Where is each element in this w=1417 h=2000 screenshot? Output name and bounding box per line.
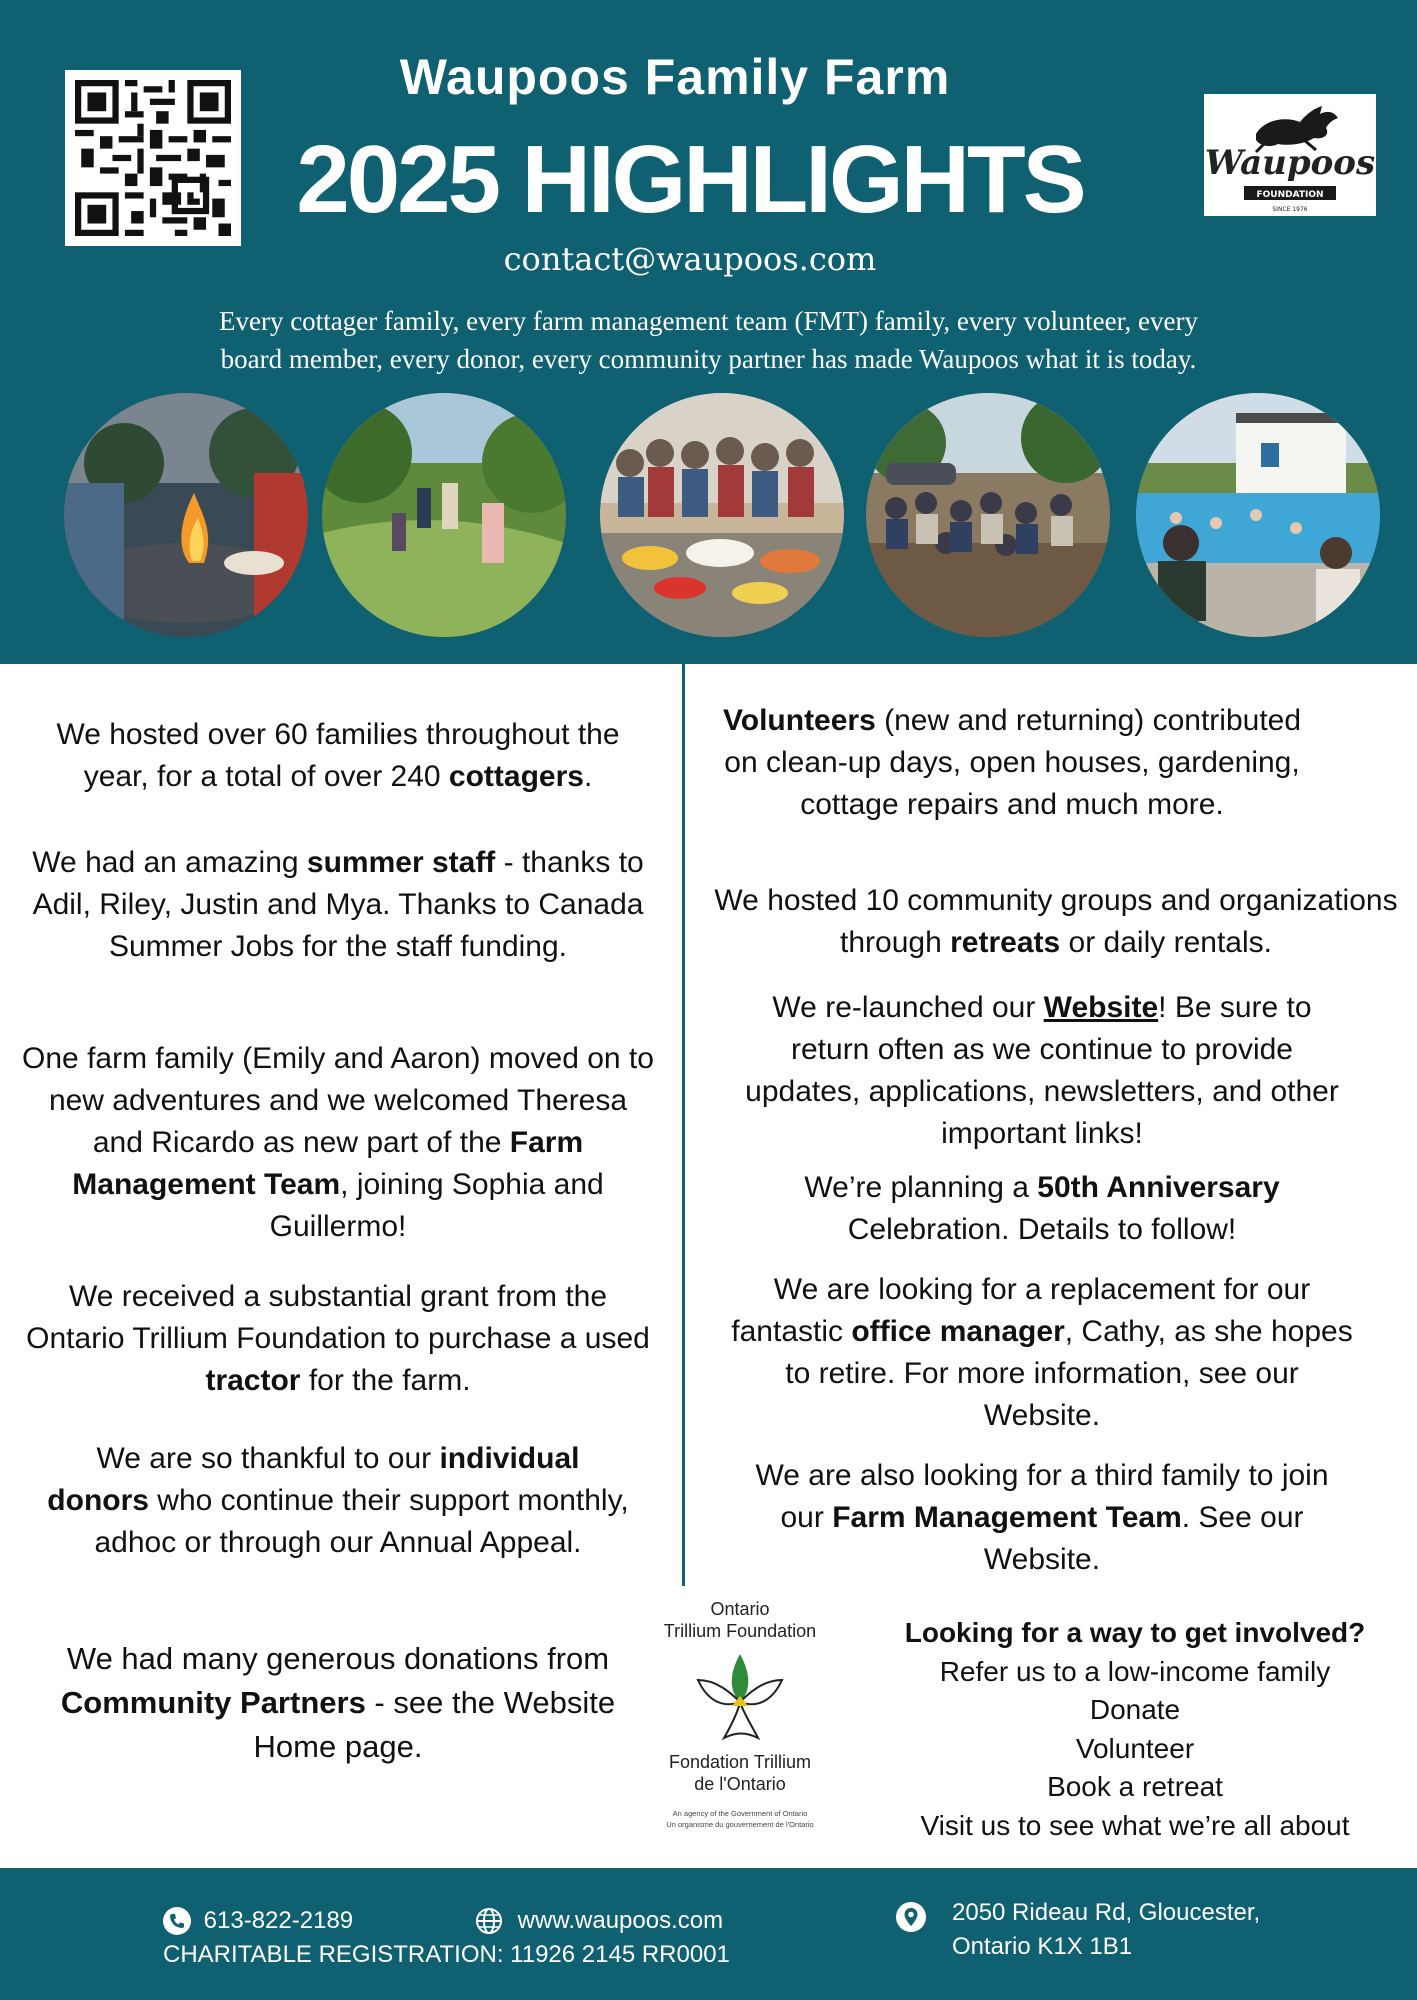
text: , Cathy, as she hopes to retire. For more information, see our Website.	[785, 1315, 1353, 1432]
highlight-community-partners	[42, 1637, 634, 1769]
photo-community-dinner	[600, 393, 844, 637]
keyword-office-manager: office manager	[851, 1315, 1065, 1348]
location-icon-wrap	[896, 1902, 926, 1932]
keyword-tractor: tractor	[205, 1364, 301, 1397]
otf-line-4: de l'Ontario	[694, 1774, 786, 1794]
left-column-2	[22, 842, 654, 968]
text: .	[583, 760, 593, 793]
photo-field-walk	[322, 393, 566, 637]
globe-icon	[475, 1907, 503, 1935]
logo-wordmark: Waupoos	[1204, 143, 1376, 183]
text: . See our Website.	[983, 1501, 1304, 1576]
involve-item: Book a retreat	[1047, 1771, 1223, 1802]
right-column-6	[737, 1455, 1347, 1581]
involve-item: Donate	[1089, 1694, 1181, 1725]
right-column-5	[727, 1269, 1357, 1437]
footer-phone[interactable]	[163, 1906, 353, 1935]
highlight-tractor-grant	[22, 1276, 654, 1402]
otf-line-2: Trillium Foundation	[663, 1621, 817, 1641]
keyword-fmt: Farm Management Team	[72, 1126, 584, 1201]
right-column-1	[712, 700, 1312, 826]
involve-item: Refer us to a low-income family	[939, 1655, 1331, 1687]
qr-code-graphic	[75, 80, 231, 236]
highlight-summer-staff	[22, 842, 654, 968]
text: ! Be sure to return often as we continue to provide updates, applications, newsletters, and other important links!	[745, 991, 1339, 1150]
highlight-50th-anniversary	[762, 1167, 1322, 1251]
highlight-cottagers	[22, 714, 654, 798]
header-banner	[0, 0, 1417, 664]
highlight-third-family	[737, 1455, 1347, 1581]
address-line-1: 2050 Rideau Rd, Gloucester,	[952, 1899, 1261, 1926]
text: We received a substantial grant from the Ontario Trillium Foundation to purchase a used	[26, 1280, 650, 1355]
dinner-photo-graphic	[600, 393, 844, 637]
campfire-photo-graphic	[64, 393, 308, 637]
footer-website[interactable]	[475, 1906, 723, 1935]
highlight-retreats	[700, 880, 1412, 964]
right-column-2	[700, 880, 1412, 964]
qr-code[interactable]	[65, 70, 241, 246]
text: We had an amazing	[32, 846, 307, 879]
ontario-trillium-foundation-logo	[645, 1592, 840, 1837]
text: We are so thankful to our	[96, 1442, 440, 1475]
intro-line-2: board member, every donor, every community partner has made Waupoos what it is today.	[220, 344, 1197, 374]
left-column-3	[22, 1038, 654, 1248]
text: We hosted 10 community groups and organizations through	[714, 884, 1398, 959]
footer	[0, 1868, 1417, 2000]
website-url: www.waupoos.com	[517, 1906, 724, 1934]
text: We’re planning a	[804, 1171, 1038, 1204]
logo-subtitle: FOUNDATION	[1256, 190, 1324, 200]
charity-registration: CHARITABLE REGISTRATION: 11926 2145 RR0001	[163, 1941, 730, 1968]
keyword-retreats: retreats	[950, 926, 1061, 959]
keyword-cottagers: cottagers	[448, 760, 584, 793]
keyword-community-partners: Community Partners	[60, 1685, 366, 1720]
trillium-icon	[645, 1592, 840, 1837]
text: , joining Sophia and Guillermo!	[269, 1168, 604, 1243]
highlight-office-manager	[727, 1269, 1357, 1437]
text: Celebration. Details to follow!	[847, 1213, 1237, 1246]
phone-icon	[163, 1907, 191, 1935]
photo-pool-party	[1136, 393, 1380, 637]
column-divider	[682, 664, 685, 1586]
contact-email[interactable]: contact@waupoos.com	[503, 240, 877, 278]
get-involved-section	[870, 1614, 1400, 1845]
left-column	[22, 714, 654, 798]
text: One farm family (Emily and Aaron) moved on to new adventures and we welcomed Theresa and Ricardo as new part of the	[22, 1042, 654, 1159]
photo-campfire	[64, 393, 308, 637]
highlight-individual-donors	[42, 1438, 634, 1564]
otf-line-3: Fondation Trillium	[668, 1752, 812, 1772]
rabbit-icon	[1204, 94, 1376, 216]
right-column-3	[732, 987, 1352, 1155]
website-link[interactable]: Website	[1043, 991, 1159, 1024]
pool-photo-graphic	[1136, 393, 1380, 637]
involve-item: Visit us to see what we’re all about	[920, 1809, 1350, 1841]
left-column-5	[42, 1438, 634, 1564]
text: We had many generous donations from	[66, 1641, 610, 1676]
keyword-volunteers: Volunteers	[722, 704, 876, 737]
highlight-farm-family	[22, 1038, 654, 1248]
involve-item: Volunteer	[1075, 1732, 1195, 1764]
left-column-6	[42, 1637, 634, 1769]
keyword-summer-staff: summer staff	[306, 846, 496, 879]
text: or daily rentals.	[1060, 926, 1272, 959]
text: - thanks to Adil, Riley, Justin and Mya. Thanks to Canada Summer Jobs for the staff funding.	[32, 846, 644, 963]
text: We hosted over 60 families throughout the year, for a total of over 240	[56, 718, 620, 793]
address-line-2: Ontario K1X 1B1	[952, 1933, 1133, 1960]
page-title: 2025 HIGHLIGHTS	[296, 126, 1084, 233]
photo-group-on-deck	[866, 393, 1110, 637]
waupoos-foundation-logo	[1204, 94, 1376, 216]
location-pin-icon	[896, 1902, 926, 1932]
org-name: Waupoos Family Farm	[399, 49, 951, 105]
text: We are looking for a replacement for our fantastic	[731, 1273, 1311, 1348]
get-involved-title: Looking for a way to get involved?	[904, 1617, 1366, 1648]
text: for the farm.	[300, 1364, 471, 1397]
text: - see the Website Home page.	[253, 1685, 616, 1764]
otf-small-2: Un organisme du gouvernement de l'Ontario	[666, 1820, 814, 1829]
field-photo-graphic	[322, 393, 566, 637]
highlight-volunteers	[712, 700, 1312, 826]
text: We re-launched our	[772, 991, 1044, 1024]
phone-number: 613-822-2189	[203, 1906, 354, 1934]
text: (new and returning) contributed on clean-up days, open houses, gardening, cottage repairs and much more.	[724, 704, 1302, 821]
logo-since: SINCE 1976	[1272, 206, 1308, 213]
intro-line-1: Every cottager family, every farm management team (FMT) family, every volunteer, every	[218, 306, 1198, 336]
text: We are also looking for a third family to join our	[755, 1459, 1329, 1534]
footer-address	[952, 1896, 1260, 1964]
text: who continue their support monthly, adhoc or through our Annual Appeal.	[94, 1484, 629, 1559]
otf-line-1: Ontario	[710, 1599, 770, 1619]
right-column-4	[762, 1167, 1322, 1251]
keyword-individual-donors: individual donors	[47, 1442, 580, 1517]
intro-text	[140, 302, 1277, 378]
left-column-4	[22, 1276, 654, 1402]
keyword-50th-anniversary: 50th Anniversary	[1037, 1171, 1280, 1204]
highlight-website	[732, 987, 1352, 1155]
keyword-fmt-2: Farm Management Team	[832, 1501, 1182, 1534]
deck-photo-graphic	[866, 393, 1110, 637]
otf-small-1: An agency of the Government of Ontario	[672, 1809, 808, 1818]
